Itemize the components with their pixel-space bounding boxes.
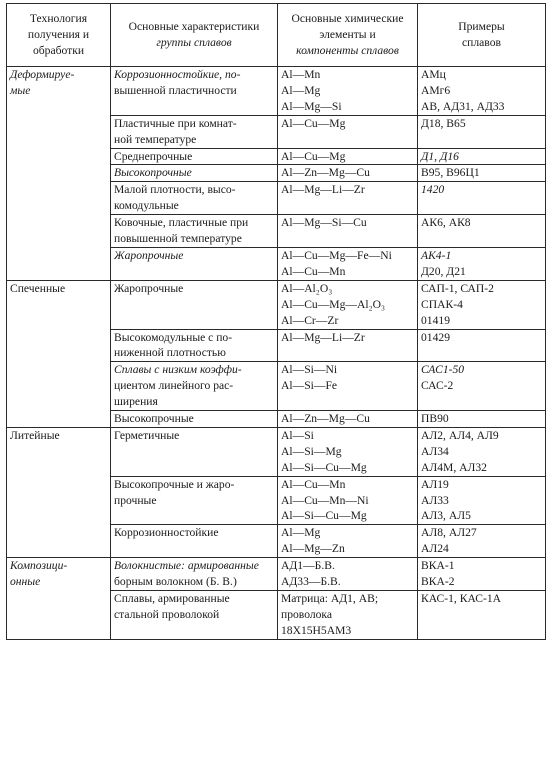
- elements-cell: [278, 411, 418, 428]
- cell-line: ниженной плотностью: [114, 346, 226, 360]
- cell-line: ной температуре: [114, 132, 197, 146]
- cell-line: 01429: [421, 330, 450, 344]
- characteristics-cell: [111, 362, 278, 411]
- cell-line: борным волокном (Б. В.): [114, 575, 237, 589]
- examples-cell: [418, 558, 546, 591]
- cell-line: Сплавы, армированные: [114, 592, 230, 605]
- header-characteristics: [111, 4, 278, 67]
- cell-line: Матрица: АД1, АВ;: [281, 592, 379, 605]
- characteristics-cell: [111, 525, 278, 558]
- header-line: элементы и: [319, 28, 376, 42]
- cell-line: ВКА-2: [421, 575, 455, 589]
- cell-line: Малой плотности, высо-: [114, 183, 236, 197]
- characteristics-cell: [111, 476, 278, 525]
- cell-line: Al—Cr—Zr: [281, 313, 339, 327]
- header-line: получения и: [27, 28, 90, 42]
- characteristics-cell: [111, 247, 278, 280]
- technology-cell: [7, 280, 111, 427]
- elements-cell: [278, 427, 418, 476]
- cell-line: 01419: [421, 313, 450, 327]
- elements-cell: [278, 67, 418, 116]
- cell-line: Композици-: [10, 559, 68, 573]
- cell-line: прочные: [114, 493, 157, 507]
- examples-cell: [418, 525, 546, 558]
- cell-line: Al—Zn—Mg—Cu: [281, 412, 370, 426]
- characteristics-cell: [111, 115, 278, 148]
- header-line: сплавов: [462, 36, 501, 49]
- examples-cell: [418, 67, 546, 116]
- cell-line: Жаропрочные: [114, 248, 184, 262]
- characteristics-cell: [111, 558, 278, 591]
- header-line: Примеры: [458, 20, 505, 34]
- cell-line: СПАК-4: [421, 297, 463, 311]
- cell-line: АЛ2, АЛ4, АЛ9: [421, 428, 499, 442]
- cell-line: САС1-50: [421, 363, 465, 377]
- cell-line: мые: [10, 83, 31, 97]
- elements-cell: [278, 525, 418, 558]
- examples-cell: [418, 591, 546, 640]
- cell-line: ВКА-1: [421, 559, 455, 573]
- alloy-classification-table: [6, 3, 545, 777]
- examples-cell: [418, 329, 546, 362]
- cell-line: Высокопрочные: [114, 166, 192, 180]
- elements-cell: [278, 148, 418, 165]
- characteristics-cell: [111, 182, 278, 215]
- characteristics-cell: [111, 411, 278, 428]
- characteristics-cell: [111, 215, 278, 248]
- cell-line: вышенной пластичности: [114, 83, 237, 97]
- examples-cell: [418, 215, 546, 248]
- cell-line: повышенной температуре: [114, 232, 242, 246]
- examples-cell: [418, 411, 546, 428]
- cell-line: 18Х15Н5АМ3: [281, 623, 352, 637]
- cell-line: Al—Si—Ni: [281, 363, 338, 377]
- elements-cell: [278, 591, 418, 640]
- cell-line: онные: [10, 575, 41, 589]
- cell-line: циентом линейного рас-: [114, 379, 234, 393]
- cell-line: АЛ4М, АЛ32: [421, 460, 487, 474]
- cell-line: АК4-1: [421, 248, 452, 262]
- table-body: [7, 67, 546, 640]
- cell-line: ПВ90: [421, 412, 449, 426]
- elements-cell: [278, 558, 418, 591]
- cell-line: АЛ24: [421, 542, 449, 556]
- cell-line: Al—Cu—Mn: [281, 477, 346, 491]
- cell-line: АЛ19: [421, 477, 449, 491]
- examples-cell: [418, 115, 546, 148]
- cell-line: Al—Mg—Li—Zr: [281, 330, 365, 344]
- cell-line: Al—Cu—Mn—Ni: [281, 493, 369, 507]
- cell-line: Al—Al₂O₃: [281, 281, 333, 295]
- cell-line: Al—Si—Cu—Mg: [281, 509, 367, 523]
- cell-line: Д1, Д16: [421, 149, 459, 163]
- cell-line: АВ, АД31, АД33: [421, 99, 505, 113]
- cell-line: АМц: [421, 68, 446, 81]
- cell-line: Al—Mg—Si: [281, 99, 342, 113]
- cell-line: Высокомодульные с по-: [114, 330, 233, 344]
- cell-line: Жаропрочные: [114, 281, 184, 295]
- examples-cell: [418, 247, 546, 280]
- technology-cell: [7, 427, 111, 557]
- cell-line: Герметичные: [114, 428, 180, 442]
- cell-line: Al—Cu—Mg—Al₂O₃: [281, 297, 386, 311]
- cell-line: Высокопрочные и жаро-: [114, 477, 235, 491]
- cell-line: комодульные: [114, 199, 179, 213]
- cell-line: Спеченные: [10, 281, 66, 295]
- table-row: [7, 427, 546, 476]
- examples-cell: [418, 148, 546, 165]
- cell-line: Al—Mg—Si—Cu: [281, 216, 367, 230]
- cell-line: Al—Cu—Mg: [281, 116, 346, 130]
- header-line: Основные химические: [291, 12, 404, 26]
- cell-line: ширения: [114, 395, 158, 409]
- cell-line: Al—Mg—Li—Zr: [281, 183, 365, 197]
- cell-line: Al—Cu—Mg: [281, 149, 346, 163]
- cell-line: АЛ8, АЛ27: [421, 526, 477, 540]
- elements-cell: [278, 247, 418, 280]
- cell-line: АД33—Б.В.: [281, 575, 341, 589]
- cell-line: Высокопрочные: [114, 412, 194, 426]
- characteristics-cell: [111, 67, 278, 116]
- cell-line: Al—Zn—Mg—Cu: [281, 166, 370, 180]
- cell-line: Литейные: [10, 428, 60, 442]
- cell-line: Коррозионностойкие, по-: [114, 68, 241, 81]
- elements-cell: [278, 476, 418, 525]
- header-line: Основные характеристики: [128, 20, 260, 34]
- cell-line: Al—Si—Mg: [281, 444, 342, 458]
- cell-line: 1420: [421, 183, 445, 197]
- characteristics-cell: [111, 280, 278, 329]
- table-row: [7, 558, 546, 591]
- examples-cell: [418, 280, 546, 329]
- cell-line: АМг6: [421, 83, 451, 97]
- elements-cell: [278, 215, 418, 248]
- elements-cell: [278, 280, 418, 329]
- cell-line: Al—Mg—Zn: [281, 542, 345, 556]
- cell-line: В95, В96Ц1: [421, 166, 480, 180]
- header-technology: [7, 4, 111, 67]
- technology-cell: [7, 558, 111, 640]
- cell-line: Al—Mg: [281, 526, 321, 540]
- cell-line: АК6, АК8: [421, 216, 471, 230]
- cell-line: Al—Si—Cu—Mg: [281, 460, 367, 474]
- examples-cell: [418, 362, 546, 411]
- header-elements: [278, 4, 418, 67]
- cell-line: АЛ34: [421, 444, 449, 458]
- cell-line: Д20, Д21: [421, 264, 466, 278]
- cell-line: Al—Cu—Mn: [281, 264, 346, 278]
- cell-line: Сплавы с низким коэффи-: [114, 363, 242, 377]
- cell-line: Волокнистые: армированные: [114, 559, 259, 573]
- cell-line: Al—Mn: [281, 68, 321, 81]
- cell-line: Среднепрочные: [114, 149, 193, 163]
- cell-line: Пластичные при комнат-: [114, 116, 237, 130]
- characteristics-cell: [111, 591, 278, 640]
- cell-line: Al—Si—Fe: [281, 379, 338, 393]
- cell-line: Al—Mg: [281, 83, 321, 97]
- cell-line: Al—Cu—Mg—Fe—Ni: [281, 248, 392, 262]
- table-row: [7, 280, 546, 329]
- cell-line: Деформируе-: [10, 68, 75, 81]
- cell-line: Коррозионностойкие: [114, 526, 219, 540]
- cell-line: САП-1, САП-2: [421, 281, 494, 295]
- cell-line: АД1—Б.В.: [281, 559, 335, 573]
- characteristics-cell: [111, 329, 278, 362]
- characteristics-cell: [111, 165, 278, 182]
- header-line: группы сплавов: [156, 36, 232, 49]
- alloy-table: [6, 3, 546, 640]
- cell-line: Ковочные, пластичные при: [114, 216, 249, 230]
- cell-line: САС-2: [421, 379, 454, 393]
- examples-cell: [418, 476, 546, 525]
- examples-cell: [418, 182, 546, 215]
- table-row: [7, 67, 546, 116]
- characteristics-cell: [111, 148, 278, 165]
- examples-cell: [418, 427, 546, 476]
- header-line: обработки: [32, 43, 85, 57]
- header-line: Технология: [29, 12, 88, 26]
- header-examples: [418, 4, 546, 67]
- cell-line: проволока: [281, 607, 333, 621]
- elements-cell: [278, 182, 418, 215]
- technology-cell: [7, 67, 111, 281]
- cell-line: АЛ33: [421, 493, 449, 507]
- cell-line: КАС-1, КАС-1А: [421, 592, 502, 605]
- header-line: компоненты сплавов: [296, 43, 399, 57]
- header-row: [7, 4, 546, 67]
- examples-cell: [418, 165, 546, 182]
- elements-cell: [278, 115, 418, 148]
- elements-cell: [278, 329, 418, 362]
- cell-line: АЛ3, АЛ5: [421, 509, 471, 523]
- characteristics-cell: [111, 427, 278, 476]
- cell-line: Al—Si: [281, 428, 314, 442]
- elements-cell: [278, 362, 418, 411]
- elements-cell: [278, 165, 418, 182]
- cell-line: Д18, В65: [421, 116, 466, 130]
- cell-line: стальной проволокой: [114, 607, 220, 621]
